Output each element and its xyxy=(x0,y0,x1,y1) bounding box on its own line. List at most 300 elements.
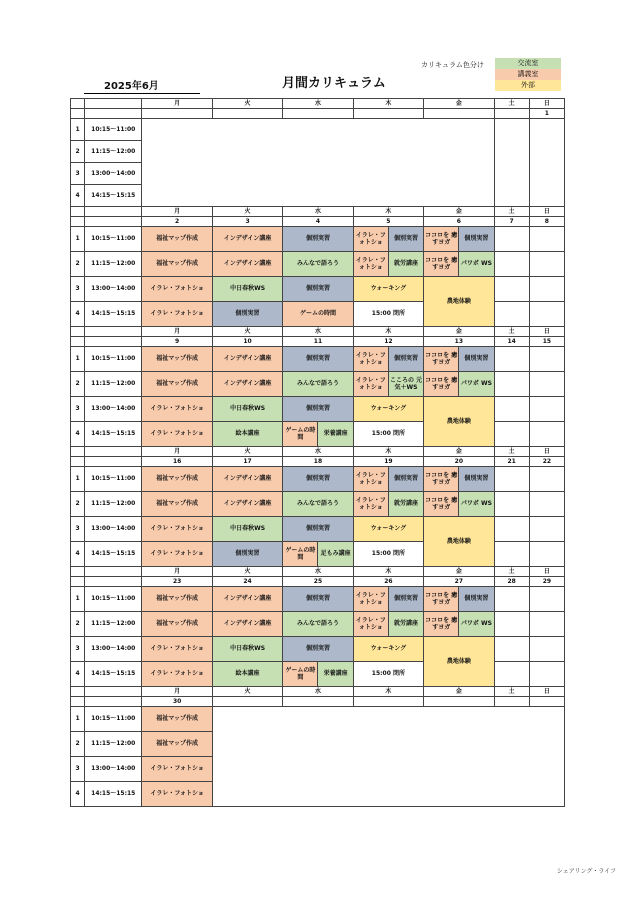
date-cell: 27 xyxy=(424,577,494,587)
split-class-cell xyxy=(353,612,423,637)
weekday-label: 木 xyxy=(353,207,423,217)
class-kobetsu: 個別実習 xyxy=(283,347,353,372)
class-map: 福祉マップ作成 xyxy=(142,347,212,372)
class-photo: イラレ・フォトショ xyxy=(354,612,388,636)
blank-corner xyxy=(71,457,85,467)
date-cell: 25 xyxy=(283,577,353,587)
empty-cell xyxy=(494,302,529,327)
weekday-label: 金 xyxy=(424,327,494,337)
date-cell: 18 xyxy=(283,457,353,467)
page-title: 月間カリキュラム xyxy=(282,76,386,91)
blank-corner xyxy=(71,99,85,109)
blank-corner xyxy=(71,207,85,217)
class-map: 福祉マップ作成 xyxy=(142,252,212,277)
empty-cell xyxy=(529,517,564,542)
period-number: 4 xyxy=(71,185,85,207)
date-row xyxy=(71,109,565,119)
class-map: 福祉マップ作成 xyxy=(142,612,212,637)
weekday-label: 日 xyxy=(529,567,564,577)
class-chunichi: 中日春秋WS xyxy=(212,637,282,662)
weekday-label: 火 xyxy=(212,207,282,217)
date-cell: 4 xyxy=(283,217,353,227)
period-time: 10:15～11:00 xyxy=(85,119,142,141)
blank-corner xyxy=(85,217,142,227)
period-time: 14:15～15:15 xyxy=(85,662,142,687)
class-noen: 農地体験 xyxy=(424,277,494,327)
date-cell: 19 xyxy=(353,457,423,467)
date-row xyxy=(71,337,565,347)
class-kobetsu: 個別実習 xyxy=(283,397,353,422)
empty-cell xyxy=(529,587,564,612)
weekday-label: 水 xyxy=(283,567,353,577)
empty-cell xyxy=(529,347,564,372)
weekday-label: 土 xyxy=(494,567,529,577)
weekday-label: 水 xyxy=(283,99,353,109)
date-cell: 2 xyxy=(142,217,212,227)
weekday-label: 木 xyxy=(353,687,423,697)
blank-corner xyxy=(85,577,142,587)
period-row xyxy=(71,277,565,302)
class-design: インデザイン講座 xyxy=(212,612,282,637)
class-photo: イラレ・フォトショ xyxy=(354,372,388,396)
period-time: 14:15～15:15 xyxy=(85,422,142,447)
weekday-label: 火 xyxy=(212,447,282,457)
empty-cell xyxy=(529,227,564,252)
weekday-label: 火 xyxy=(212,567,282,577)
class-design: インデザイン講座 xyxy=(212,467,282,492)
period-time: 11:15～12:00 xyxy=(85,492,142,517)
split-thursday xyxy=(353,587,423,612)
blank-corner xyxy=(71,577,85,587)
period-time: 13:00～14:00 xyxy=(85,637,142,662)
period-time: 13:00～14:00 xyxy=(85,277,142,302)
period-time: 11:15～12:00 xyxy=(85,252,142,277)
date-cell xyxy=(424,109,494,119)
class-game: ゲームの時間 xyxy=(283,422,317,446)
split-class-cell xyxy=(353,252,423,277)
class-kobetsu: 個別実習 xyxy=(388,227,423,251)
date-row xyxy=(71,217,565,227)
year-month-label: 2025年6月 xyxy=(84,80,200,94)
class-shuro: 就労講座 xyxy=(388,252,423,276)
date-cell xyxy=(212,697,282,707)
split-class-cell xyxy=(283,422,353,447)
weekday-label: 木 xyxy=(353,447,423,457)
period-number: 3 xyxy=(71,637,85,662)
empty-cell xyxy=(494,227,529,252)
period-time: 13:00～14:00 xyxy=(85,757,142,782)
legend-swatch-koryu: 交流室 xyxy=(495,58,561,69)
weekday-label: 水 xyxy=(283,447,353,457)
period-row xyxy=(71,227,565,252)
split-class-cell xyxy=(283,542,353,567)
weekday-label: 火 xyxy=(212,687,282,697)
period-time: 11:15～12:00 xyxy=(85,372,142,397)
class-photo: イラレ・フォトショ xyxy=(142,517,212,542)
class-map: 福祉マップ作成 xyxy=(142,227,212,252)
date-cell: 8 xyxy=(529,217,564,227)
class-kokoro-yoga: ココロを 癒すヨガ xyxy=(424,467,458,491)
weekday-label: 月 xyxy=(142,687,212,697)
blank-corner xyxy=(85,567,142,577)
empty-cell xyxy=(494,397,529,422)
period-row xyxy=(71,587,565,612)
weekday-label: 日 xyxy=(529,207,564,217)
period-time: 13:00～14:00 xyxy=(85,163,142,185)
split-thursday xyxy=(353,347,423,372)
period-number: 1 xyxy=(71,467,85,492)
period-number: 3 xyxy=(71,277,85,302)
split-friday xyxy=(424,227,494,252)
period-time: 10:15～11:00 xyxy=(85,347,142,372)
weekday-header-row xyxy=(71,99,565,109)
weekday-label: 木 xyxy=(353,327,423,337)
date-cell: 5 xyxy=(353,217,423,227)
blank-corner xyxy=(71,109,85,119)
class-walking: ウォーキング xyxy=(353,397,423,422)
class-kobetsu: 個別実習 xyxy=(212,542,282,567)
class-minna: みんなで語ろう xyxy=(283,252,353,277)
class-kobetsu: 個別実習 xyxy=(283,467,353,492)
class-ashimomi: 足もみ講座 xyxy=(317,542,352,566)
empty-cell xyxy=(529,372,564,397)
date-cell: 16 xyxy=(142,457,212,467)
period-row xyxy=(71,347,565,372)
class-photo: イラレ・フォトショ xyxy=(142,397,212,422)
empty-area xyxy=(212,707,564,807)
class-minna: みんなで語ろう xyxy=(283,492,353,517)
class-design: インデザイン講座 xyxy=(212,347,282,372)
date-cell: 26 xyxy=(353,577,423,587)
date-cell: 20 xyxy=(424,457,494,467)
class-ehon: 絵本講座 xyxy=(212,662,282,687)
class-photo: イラレ・フォトショ xyxy=(354,492,388,516)
weekday-label: 日 xyxy=(529,99,564,109)
class-photo: イラレ・フォトショ xyxy=(354,227,388,251)
class-kobetsu: 個別実習 xyxy=(458,227,493,251)
class-kobetsu: 個別実習 xyxy=(283,277,353,302)
class-photo: イラレ・フォトショ xyxy=(354,587,388,611)
class-kobetsu: 個別実習 xyxy=(283,637,353,662)
class-photo: イラレ・フォトショ xyxy=(142,637,212,662)
class-kaisho: 15:00 閉所 xyxy=(353,302,423,327)
empty-cell xyxy=(494,662,529,687)
empty-cell xyxy=(529,492,564,517)
class-kobetsu: 個別実習 xyxy=(388,467,423,491)
class-map: 福祉マップ作成 xyxy=(142,732,212,757)
period-number: 3 xyxy=(71,757,85,782)
empty-cell xyxy=(494,347,529,372)
period-number: 4 xyxy=(71,302,85,327)
weekday-label: 土 xyxy=(494,99,529,109)
class-design: インデザイン講座 xyxy=(212,252,282,277)
date-cell: 17 xyxy=(212,457,282,467)
empty-cell xyxy=(529,277,564,302)
split-thursday xyxy=(353,227,423,252)
blank-corner xyxy=(71,447,85,457)
class-photo: イラレ・フォトショ xyxy=(142,782,212,807)
period-number: 4 xyxy=(71,422,85,447)
period-row xyxy=(71,707,565,732)
empty-cell xyxy=(529,302,564,327)
blank-corner xyxy=(85,99,142,109)
class-kokoro-yoga: ココロを 癒すヨガ xyxy=(424,227,458,251)
class-photo: イラレ・フォトショ xyxy=(142,302,212,327)
period-row xyxy=(71,517,565,542)
class-shuro: 就労講座 xyxy=(388,492,423,516)
class-noen: 農地体験 xyxy=(424,517,494,567)
date-row xyxy=(71,697,565,707)
legend-swatch-kogi: 講義室 xyxy=(495,69,561,80)
date-cell xyxy=(283,697,353,707)
empty-cell xyxy=(529,662,564,687)
period-number: 3 xyxy=(71,517,85,542)
period-row xyxy=(71,612,565,637)
class-photo: イラレ・フォトショ xyxy=(354,252,388,276)
weekday-label: 日 xyxy=(529,327,564,337)
empty-cell xyxy=(494,252,529,277)
date-cell: 22 xyxy=(529,457,564,467)
blank-corner xyxy=(85,447,142,457)
weekday-label: 金 xyxy=(424,567,494,577)
empty-cell xyxy=(494,612,529,637)
class-map: 福祉マップ作成 xyxy=(142,707,212,732)
period-row xyxy=(71,637,565,662)
class-kobetsu: 個別実習 xyxy=(458,587,493,611)
class-game: ゲームの時間 xyxy=(283,662,317,686)
empty-cell xyxy=(529,252,564,277)
legend-swatch-gaibu: 外部 xyxy=(495,80,561,91)
empty-cell xyxy=(494,467,529,492)
weekday-label: 金 xyxy=(424,207,494,217)
date-cell: 15 xyxy=(529,337,564,347)
class-chunichi: 中日春秋WS xyxy=(212,517,282,542)
empty-cell xyxy=(494,277,529,302)
split-friday xyxy=(424,347,494,372)
weekday-label: 月 xyxy=(142,327,212,337)
blank-corner xyxy=(85,109,142,119)
date-cell: 29 xyxy=(529,577,564,587)
class-kobetsu: 個別実習 xyxy=(283,587,353,612)
class-photo: イラレ・フォトショ xyxy=(354,347,388,371)
split-class-cell xyxy=(424,372,494,397)
class-kokoro-yoga: ココロを 癒すヨガ xyxy=(424,347,458,371)
date-cell xyxy=(494,109,529,119)
blank-corner xyxy=(71,217,85,227)
blank-corner xyxy=(71,327,85,337)
empty-cell xyxy=(529,612,564,637)
date-cell: 12 xyxy=(353,337,423,347)
period-number: 1 xyxy=(71,119,85,141)
class-ehon: 絵本講座 xyxy=(212,422,282,447)
weekday-header-row xyxy=(71,447,565,457)
date-cell: 28 xyxy=(494,577,529,587)
class-noen: 農地体験 xyxy=(424,637,494,687)
period-number: 2 xyxy=(71,372,85,397)
weekday-label: 金 xyxy=(424,447,494,457)
empty-cell xyxy=(529,542,564,567)
weekday-label: 月 xyxy=(142,567,212,577)
split-class-cell xyxy=(424,612,494,637)
class-shuro: 就労講座 xyxy=(388,612,423,636)
class-map: 福祉マップ作成 xyxy=(142,587,212,612)
blank-corner xyxy=(71,697,85,707)
class-kaisho: 15:00 閉所 xyxy=(353,662,423,687)
split-class-cell xyxy=(353,372,423,397)
class-power: パワポ WS xyxy=(458,612,493,636)
weekday-label: 火 xyxy=(212,327,282,337)
weekday-label: 水 xyxy=(283,207,353,217)
class-kobetsu: 個別実習 xyxy=(283,227,353,252)
class-chunichi: 中日春秋WS xyxy=(212,277,282,302)
class-design: インデザイン講座 xyxy=(212,492,282,517)
date-cell: 11 xyxy=(283,337,353,347)
blank-corner xyxy=(85,457,142,467)
period-number: 2 xyxy=(71,141,85,163)
split-friday xyxy=(424,587,494,612)
class-eiyo: 栄養講座 xyxy=(317,662,352,686)
split-thursday xyxy=(353,467,423,492)
footer-org-name: シェアリング・ライフ xyxy=(556,868,616,875)
date-row xyxy=(71,457,565,467)
class-game: ゲームの時間 xyxy=(283,302,353,327)
class-kobetsu: 個別実習 xyxy=(212,302,282,327)
blank-corner xyxy=(85,697,142,707)
date-cell xyxy=(353,109,423,119)
weekday-header-row xyxy=(71,327,565,337)
class-map: 福祉マップ作成 xyxy=(142,372,212,397)
weekday-label: 月 xyxy=(142,99,212,109)
date-cell: 6 xyxy=(424,217,494,227)
class-kobetsu: 個別実習 xyxy=(458,347,493,371)
blank-corner xyxy=(85,207,142,217)
weekday-label: 土 xyxy=(494,687,529,697)
date-cell: 1 xyxy=(529,109,564,119)
weekday-label: 木 xyxy=(353,567,423,577)
class-design: インデザイン講座 xyxy=(212,227,282,252)
blank-corner xyxy=(85,327,142,337)
class-kokoro-yoga: ココロを 癒すヨガ xyxy=(424,492,458,516)
blank-corner xyxy=(85,337,142,347)
period-time: 13:00～14:00 xyxy=(85,517,142,542)
class-photo: イラレ・フォトショ xyxy=(142,662,212,687)
period-time: 13:00～14:00 xyxy=(85,397,142,422)
empty-cell xyxy=(494,492,529,517)
weekday-label: 月 xyxy=(142,447,212,457)
blank-corner xyxy=(71,687,85,697)
empty-cell xyxy=(494,517,529,542)
period-row xyxy=(71,252,565,277)
class-kaisho: 15:00 閉所 xyxy=(353,542,423,567)
blank-corner xyxy=(71,337,85,347)
date-cell xyxy=(424,697,494,707)
class-design: インデザイン講座 xyxy=(212,372,282,397)
empty-cell xyxy=(494,542,529,567)
class-minna: みんなで語ろう xyxy=(283,372,353,397)
weekday-label: 土 xyxy=(494,207,529,217)
period-number: 2 xyxy=(71,252,85,277)
monthly-calendar-table xyxy=(70,98,565,807)
class-kobetsu: 個別実習 xyxy=(458,467,493,491)
date-cell: 9 xyxy=(142,337,212,347)
period-row xyxy=(71,467,565,492)
empty-area xyxy=(142,119,494,207)
date-cell: 24 xyxy=(212,577,282,587)
split-class-cell xyxy=(353,492,423,517)
period-time: 14:15～15:15 xyxy=(85,185,142,207)
empty-cell xyxy=(494,422,529,447)
weekday-label: 金 xyxy=(424,99,494,109)
period-time: 14:15～15:15 xyxy=(85,302,142,327)
weekday-header-row xyxy=(71,567,565,577)
date-cell xyxy=(142,109,212,119)
split-class-cell xyxy=(283,662,353,687)
empty-cell xyxy=(494,372,529,397)
class-map: 福祉マップ作成 xyxy=(142,492,212,517)
class-power: パワポ WS xyxy=(458,492,493,516)
date-row xyxy=(71,577,565,587)
date-cell: 7 xyxy=(494,217,529,227)
empty-cell xyxy=(494,587,529,612)
period-number: 3 xyxy=(71,397,85,422)
period-time: 11:15～12:00 xyxy=(85,732,142,757)
period-number: 3 xyxy=(71,163,85,185)
date-cell xyxy=(494,697,529,707)
class-photo: イラレ・フォトショ xyxy=(142,422,212,447)
date-cell xyxy=(283,109,353,119)
class-kokoro-yoga: ココロを 癒すヨガ xyxy=(424,252,458,276)
date-cell xyxy=(212,109,282,119)
period-number: 1 xyxy=(71,707,85,732)
date-cell: 30 xyxy=(142,697,212,707)
period-time: 14:15～15:15 xyxy=(85,542,142,567)
weekday-header-row xyxy=(71,687,565,697)
weekday-label: 土 xyxy=(494,447,529,457)
class-walking: ウォーキング xyxy=(353,517,423,542)
empty-cell xyxy=(529,422,564,447)
empty-area xyxy=(529,119,564,207)
class-walking: ウォーキング xyxy=(353,277,423,302)
weekday-label: 火 xyxy=(212,99,282,109)
date-cell xyxy=(529,697,564,707)
class-kaisho: 15:00 閉所 xyxy=(353,422,423,447)
class-photo: イラレ・フォトショ xyxy=(142,542,212,567)
class-kobetsu: 個別実習 xyxy=(388,347,423,371)
empty-cell xyxy=(529,637,564,662)
class-power: パワポ WS xyxy=(458,372,493,396)
legend-label: カリキュラム色分け xyxy=(421,61,484,69)
class-minna: みんなで語ろう xyxy=(283,612,353,637)
period-number: 2 xyxy=(71,732,85,757)
empty-cell xyxy=(529,397,564,422)
period-row xyxy=(71,119,565,141)
weekday-label: 月 xyxy=(142,207,212,217)
period-number: 4 xyxy=(71,782,85,807)
class-chunichi: 中日春秋WS xyxy=(212,397,282,422)
weekday-label: 土 xyxy=(494,327,529,337)
class-map: 福祉マップ作成 xyxy=(142,467,212,492)
period-time: 10:15～11:00 xyxy=(85,707,142,732)
class-noen: 農地体験 xyxy=(424,397,494,447)
weekday-label: 水 xyxy=(283,687,353,697)
period-row xyxy=(71,397,565,422)
period-number: 4 xyxy=(71,662,85,687)
empty-cell xyxy=(529,467,564,492)
blank-corner xyxy=(85,687,142,697)
period-time: 10:15～11:00 xyxy=(85,227,142,252)
class-kokoro: こころの 元気＋WS xyxy=(388,372,423,396)
period-number: 2 xyxy=(71,492,85,517)
